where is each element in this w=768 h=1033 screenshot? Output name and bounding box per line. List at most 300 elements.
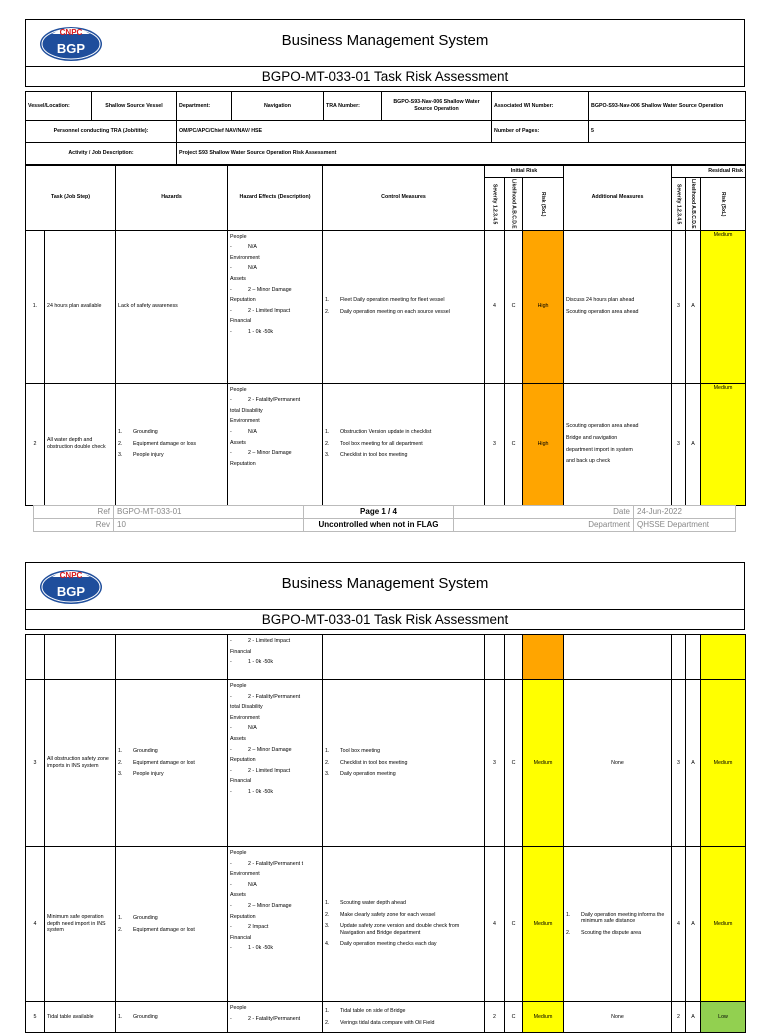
effects-cell: [228, 383, 323, 505]
control-number: 2.: [325, 309, 330, 316]
effect-line: [230, 683, 320, 690]
additional-text: and back up check: [566, 458, 611, 465]
row-number: 1.: [26, 230, 45, 383]
additional-text: Bridge and navigation: [566, 434, 618, 441]
table-row: [26, 847, 746, 1002]
hazard-item: [118, 303, 225, 310]
control-number: 2.: [325, 440, 330, 447]
control-item: [325, 452, 482, 459]
tra-value: BGPO-S93-Nav-006 Shallow Water Source Operation: [382, 92, 492, 121]
row-number: 4: [26, 847, 45, 1002]
doc-title: BGPO-MT-033-01 Task Risk Assessment: [25, 67, 745, 87]
control-text: Checklist in tool box meeting: [340, 759, 408, 766]
residual-severity: [672, 635, 686, 680]
wi-label: Associated WI Number:: [492, 92, 589, 121]
effect-text: Assets: [230, 439, 246, 446]
control-text: Daily operation meeting checks each day: [340, 941, 437, 948]
initial-likelihood: C: [505, 1002, 523, 1033]
effect-line: [230, 924, 320, 931]
page-number: Page 1 / 4: [304, 506, 454, 519]
effect-text: Financial: [230, 778, 252, 785]
task-step: All water depth and obstruction double check: [45, 383, 116, 505]
additional-cell: [564, 230, 672, 383]
effect-line: [230, 265, 320, 272]
effect-line: [230, 704, 320, 711]
initial-severity: [485, 635, 505, 680]
effect-text: Reputation: [230, 913, 256, 920]
additional-text: Daily operation meeting informs the minimum safe distance: [581, 911, 665, 925]
task-step: 24 hours plan available: [45, 230, 116, 383]
effect-line: [230, 935, 320, 942]
effect-dash: -: [230, 307, 232, 314]
control-item: [325, 941, 482, 948]
effects-cell: [228, 230, 323, 383]
effect-text: 1 - 0k -50k: [248, 329, 274, 336]
hazards-cell: [116, 383, 228, 505]
control-number: 2.: [325, 1019, 330, 1026]
tra-label: TRA Number:: [324, 92, 382, 121]
residual-severity: 3: [672, 383, 686, 505]
control-item: [325, 923, 482, 936]
additional-item: [566, 458, 669, 465]
effect-text: 1 - 0k -50k: [248, 945, 274, 952]
additional-text: Scouting operation area ahead: [566, 309, 639, 316]
additional-number: 1.: [566, 911, 571, 918]
page-2: [25, 562, 745, 1033]
effect-dash: -: [230, 286, 232, 293]
uncontrolled-note: Uncontrolled when not in FLAG: [304, 519, 454, 532]
controls-cell: [323, 230, 485, 383]
system-title: Business Management System: [281, 575, 489, 592]
additional-item: [566, 760, 669, 767]
residual-likelihood: A: [686, 847, 701, 1002]
vessel-label: Vessel/Location:: [26, 92, 92, 121]
table-row: [26, 230, 746, 383]
row-number: 3: [26, 680, 45, 847]
hazard-item: [118, 915, 225, 922]
effect-dash: -: [230, 244, 232, 251]
residual-risk: Medium: [701, 230, 746, 383]
effect-line: [230, 694, 320, 701]
additional-cell: [564, 847, 672, 1002]
page-header: [25, 19, 745, 67]
hazard-item: [118, 441, 225, 448]
effect-line: [230, 736, 320, 743]
hazard-item: [118, 927, 225, 934]
initial-risk: [523, 635, 564, 680]
residual-likelihood: A: [686, 230, 701, 383]
col-additional: Additional Measures: [564, 166, 672, 231]
initial-risk: High: [523, 383, 564, 505]
additional-text: None: [611, 1013, 624, 1020]
control-text: Make clearly safety zone for each vessel: [340, 911, 436, 918]
hazards-cell: [116, 847, 228, 1002]
residual-severity: 2: [672, 1002, 686, 1033]
additional-item: [566, 447, 669, 454]
control-text: Verings tidal data compare with Oil Field: [340, 1019, 435, 1026]
initial-severity: 3: [485, 680, 505, 847]
effect-text: 2 - Fatality/Permanent: [248, 1015, 301, 1022]
additional-cell: [564, 680, 672, 847]
svg-text:BGP: BGP: [56, 41, 86, 56]
effect-text: N/A: [248, 244, 257, 251]
effect-text: total Disability: [230, 704, 263, 711]
effect-text: 1 - 0k -50k: [248, 789, 274, 796]
effect-text: 2 – Minor Damage: [248, 903, 292, 910]
hazard-number: 1.: [118, 429, 123, 436]
additional-text: Discuss 24 hours plan ahead: [566, 297, 635, 304]
hazard-item: [118, 760, 225, 767]
hazard-number: 2.: [118, 926, 123, 933]
effect-line: [230, 778, 320, 785]
effect-text: 2 – Minor Damage: [248, 286, 292, 293]
hazard-number: 3.: [118, 771, 123, 778]
effect-text: N/A: [248, 725, 257, 732]
effect-text: Assets: [230, 275, 246, 282]
effect-line: [230, 945, 320, 952]
effect-line: [230, 861, 320, 868]
initial-risk: Medium: [523, 847, 564, 1002]
residual-likelihood: [686, 635, 701, 680]
col-initial-risk: Initial Risk: [485, 166, 564, 178]
rev-label: Rev: [34, 519, 114, 532]
ref-value: BGPO-MT-033-01: [114, 506, 304, 519]
initial-risk: Medium: [523, 680, 564, 847]
effect-text: Reputation: [230, 297, 256, 304]
row-number: 2: [26, 383, 45, 505]
effect-line: [230, 768, 320, 775]
effect-text: Environment: [230, 254, 260, 261]
effect-text: 2 - Fatality/Permanent: [248, 693, 301, 700]
initial-likelihood: [505, 635, 523, 680]
control-text: Checklist in tool box meeting: [340, 452, 408, 459]
personnel-label: Personnel conducting TRA (Job/title):: [26, 121, 177, 143]
control-text: Tidal table on side of Bridge: [340, 1008, 406, 1014]
effect-line: [230, 649, 320, 656]
control-number: 1.: [325, 429, 330, 436]
col-likelihood: Likelihood A.B.C.D.E: [510, 179, 517, 229]
effect-line: [230, 244, 320, 251]
residual-severity: 3: [672, 230, 686, 383]
effect-text: N/A: [248, 428, 257, 435]
residual-risk: Medium: [701, 847, 746, 1002]
effect-dash: -: [230, 397, 232, 404]
effect-text: 2 - Limited Impact: [248, 307, 291, 314]
vessel-value: Shallow Source Vessel: [92, 92, 177, 121]
effect-dash: -: [230, 693, 232, 700]
rows-page-1: [26, 230, 746, 505]
effect-line: [230, 429, 320, 436]
hazard-number: 1.: [118, 748, 123, 755]
task-step: [45, 635, 116, 680]
control-number: 1.: [325, 899, 330, 906]
effect-text: total Disability: [230, 407, 263, 414]
control-text: Tool box meeting for all department: [340, 440, 423, 447]
effect-dash: -: [230, 1015, 232, 1022]
col-effects: Hazard Effects (Description): [228, 166, 323, 231]
effect-dash: -: [230, 638, 232, 644]
effect-line: [230, 903, 320, 910]
additional-item: [566, 930, 669, 937]
effect-text: Reputation: [230, 757, 256, 764]
hazard-item: [118, 1014, 225, 1021]
control-text: Tool box meeting: [340, 748, 381, 755]
additional-cell: [564, 1002, 672, 1033]
hazards-cell: [116, 680, 228, 847]
hazard-number: 2.: [118, 759, 123, 766]
additional-item: [566, 912, 669, 925]
table-row: [26, 1002, 746, 1033]
hazard-number: 3.: [118, 452, 123, 459]
control-number: 2.: [325, 911, 330, 918]
effects-cell: [228, 680, 323, 847]
hazard-number: 1.: [118, 1013, 123, 1020]
effect-line: [230, 914, 320, 921]
controls-cell: [323, 680, 485, 847]
page-1: [25, 19, 745, 506]
additional-item: [566, 309, 669, 316]
initial-likelihood: C: [505, 680, 523, 847]
effect-dash: -: [230, 265, 232, 272]
svg-text:CNPC: CNPC: [59, 28, 83, 37]
effect-line: [230, 850, 320, 857]
residual-severity: 3: [672, 680, 686, 847]
col-severity: Severity 1.2.3.4.5: [491, 183, 498, 224]
effect-text: People: [230, 683, 247, 689]
effect-text: Financial: [230, 648, 252, 655]
hazards-cell: [116, 635, 228, 680]
control-number: 4.: [325, 941, 330, 948]
effect-text: People: [230, 386, 247, 393]
task-step: Minimum safe operation depth need import in INS system: [45, 847, 116, 1002]
initial-severity: 3: [485, 383, 505, 505]
effect-text: Environment: [230, 418, 260, 425]
task-step: All obstruction safety zone imports in INS system: [45, 680, 116, 847]
effect-line: [230, 450, 320, 457]
initial-severity: 2: [485, 1002, 505, 1033]
svg-text:CNPC: CNPC: [59, 571, 83, 580]
effect-line: [230, 287, 320, 294]
hazard-text: Equipment damage or lost: [133, 759, 195, 766]
effect-dash: -: [230, 725, 232, 732]
col-r-severity: Severity 1.2.3.4.5: [675, 183, 682, 224]
svg-text:BGP: BGP: [56, 584, 86, 599]
effect-line: [230, 329, 320, 336]
effect-text: 2 - Limited Impact: [248, 767, 291, 774]
effect-line: [230, 440, 320, 447]
control-item: [325, 429, 482, 436]
row-number: 5: [26, 1002, 45, 1033]
control-number: 3.: [325, 923, 330, 930]
date-value: 24-Jun-2022: [634, 506, 736, 519]
date-label: Date: [454, 506, 634, 519]
hazard-item: [118, 748, 225, 755]
effect-line: [230, 418, 320, 425]
col-task: Task (Job Step): [26, 166, 116, 231]
effect-text: Environment: [230, 871, 260, 878]
residual-severity: 4: [672, 847, 686, 1002]
controls-cell: [323, 635, 485, 680]
hazard-item: [118, 771, 225, 778]
effect-text: 2 – Minor Damage: [248, 746, 292, 753]
effect-line: [230, 408, 320, 415]
effect-text: People: [230, 233, 247, 240]
effect-text: N/A: [248, 881, 257, 888]
residual-likelihood: A: [686, 383, 701, 505]
effect-dash: -: [230, 450, 232, 457]
col-r-likelihood: Likelihood A.B.C.D.E: [690, 179, 697, 229]
effect-line: [230, 892, 320, 899]
residual-risk: Low: [701, 1002, 746, 1033]
effect-line: [230, 747, 320, 754]
controls-cell: [323, 1002, 485, 1033]
effect-dash: -: [230, 428, 232, 435]
control-item: [325, 297, 482, 304]
hazards-cell: [116, 230, 228, 383]
additional-item: [566, 435, 669, 442]
hazard-text: People injury: [133, 452, 164, 459]
pages-value: 5: [589, 121, 746, 143]
effect-line: [230, 461, 320, 468]
effect-line: [230, 757, 320, 764]
effect-line: [230, 308, 320, 315]
additional-item: [566, 297, 669, 304]
effect-line: [230, 276, 320, 283]
control-item: [325, 1008, 482, 1015]
doc-title: BGPO-MT-033-01 Task Risk Assessment: [25, 610, 745, 630]
ref-label: Ref: [34, 506, 114, 519]
control-item: [325, 1020, 482, 1027]
effect-text: Assets: [230, 892, 246, 899]
additional-text: None: [611, 759, 624, 766]
rev-value: 10: [114, 519, 304, 532]
hazard-text: Grounding: [133, 1013, 158, 1020]
effect-line: [230, 871, 320, 878]
effect-line: [230, 1016, 320, 1023]
effect-line: [230, 387, 320, 394]
wi-value: BGPO-S93-Nav-006 Shallow Water Source Operation: [589, 92, 746, 121]
effect-line: [230, 1005, 320, 1012]
table-row: [26, 635, 746, 680]
effect-dash: -: [230, 746, 232, 753]
control-text: Scouting water depth ahead: [340, 899, 406, 906]
task-step: Tidal table available: [45, 1002, 116, 1033]
effect-dash: -: [230, 945, 232, 952]
residual-likelihood: A: [686, 680, 701, 847]
effect-line: [230, 882, 320, 889]
effect-dash: -: [230, 924, 232, 931]
control-text: Update safety zone version and double check from Navigation and Bridge department: [340, 923, 460, 936]
control-text: Obstruction Version update in checklist: [340, 429, 432, 436]
additional-text: Scouting operation area ahead: [566, 423, 639, 430]
hazard-text: Grounding: [133, 748, 158, 755]
hazard-text: People injury: [133, 771, 164, 778]
control-item: [325, 760, 482, 767]
hazard-number: 2.: [118, 440, 123, 447]
effect-dash: -: [230, 329, 232, 336]
hazard-item: [118, 429, 225, 436]
effect-line: [230, 789, 320, 796]
effect-dash: -: [230, 881, 232, 888]
additional-text: department import in system: [566, 446, 633, 453]
col-residual-risk: Residual Risk: [672, 166, 746, 178]
system-title: Business Management System: [281, 32, 489, 49]
residual-risk: Medium: [701, 383, 746, 505]
effect-text: Financial: [230, 934, 252, 941]
control-number: 2.: [325, 759, 330, 766]
personnel-value: OM/PC/APC/Chief NAV/NAV/ HSE: [177, 121, 492, 143]
effect-dash: -: [230, 767, 232, 774]
initial-severity: 4: [485, 847, 505, 1002]
residual-risk: Medium: [701, 680, 746, 847]
page-footer: [33, 505, 736, 532]
hazard-text: Lack of safety awareness: [118, 303, 178, 310]
effect-text: Reputation: [230, 460, 256, 467]
effect-text: Financial: [230, 318, 252, 325]
effect-text: Assets: [230, 736, 246, 743]
effect-text: People: [230, 850, 247, 856]
col-hazards: Hazards: [116, 166, 228, 231]
hazards-cell: [116, 1002, 228, 1033]
residual-likelihood: A: [686, 1002, 701, 1033]
hazard-text: Equipment damage or lost: [133, 926, 195, 933]
effect-text: 2 Impact: [248, 924, 269, 931]
effects-cell: [228, 847, 323, 1002]
effect-line: [230, 638, 320, 645]
effect-dash: -: [230, 860, 232, 867]
additional-cell: [564, 635, 672, 680]
control-number: 1.: [325, 748, 330, 755]
effect-text: People: [230, 1005, 247, 1011]
dept-value: QHSSE Department: [634, 519, 736, 532]
control-text: Daily operation meeting on each source vessel: [340, 309, 450, 316]
effect-line: [230, 715, 320, 722]
rows-page-2: [26, 635, 746, 1033]
activity-value: Project S93 Shallow Water Source Operation Risk Assessment: [177, 143, 746, 165]
effect-text: Environment: [230, 714, 260, 721]
hazard-text: Equipment damage or loss: [133, 440, 197, 447]
hazard-item: [118, 452, 225, 459]
control-number: 1.: [325, 297, 330, 304]
effect-line: [230, 318, 320, 325]
initial-severity: 4: [485, 230, 505, 383]
effect-dash: -: [230, 903, 232, 910]
info-table: [25, 91, 746, 165]
table-row: [26, 383, 746, 505]
hazard-number: 1.: [118, 914, 123, 921]
additional-item: [566, 423, 669, 430]
control-item: [325, 748, 482, 755]
effect-text: 2 - Fatality/Permanent t: [248, 860, 304, 867]
additional-item: [566, 1014, 669, 1021]
control-item: [325, 771, 482, 778]
effect-dash: -: [230, 789, 232, 796]
initial-likelihood: C: [505, 383, 523, 505]
risk-table-page-2: [25, 634, 746, 1033]
initial-risk: Medium: [523, 1002, 564, 1033]
control-item: [325, 441, 482, 448]
controls-cell: [323, 847, 485, 1002]
col-risk: Risk (SxL): [540, 191, 547, 216]
initial-likelihood: C: [505, 230, 523, 383]
hazard-text: Grounding: [133, 429, 158, 436]
initial-likelihood: C: [505, 847, 523, 1002]
additional-text: Scouting the dispute area: [581, 929, 642, 936]
pages-label: Number of Pages:: [492, 121, 589, 143]
dept-label: Department: [454, 519, 634, 532]
effect-text: 2 - Fatality/Permanent: [248, 397, 301, 404]
effect-line: [230, 255, 320, 262]
